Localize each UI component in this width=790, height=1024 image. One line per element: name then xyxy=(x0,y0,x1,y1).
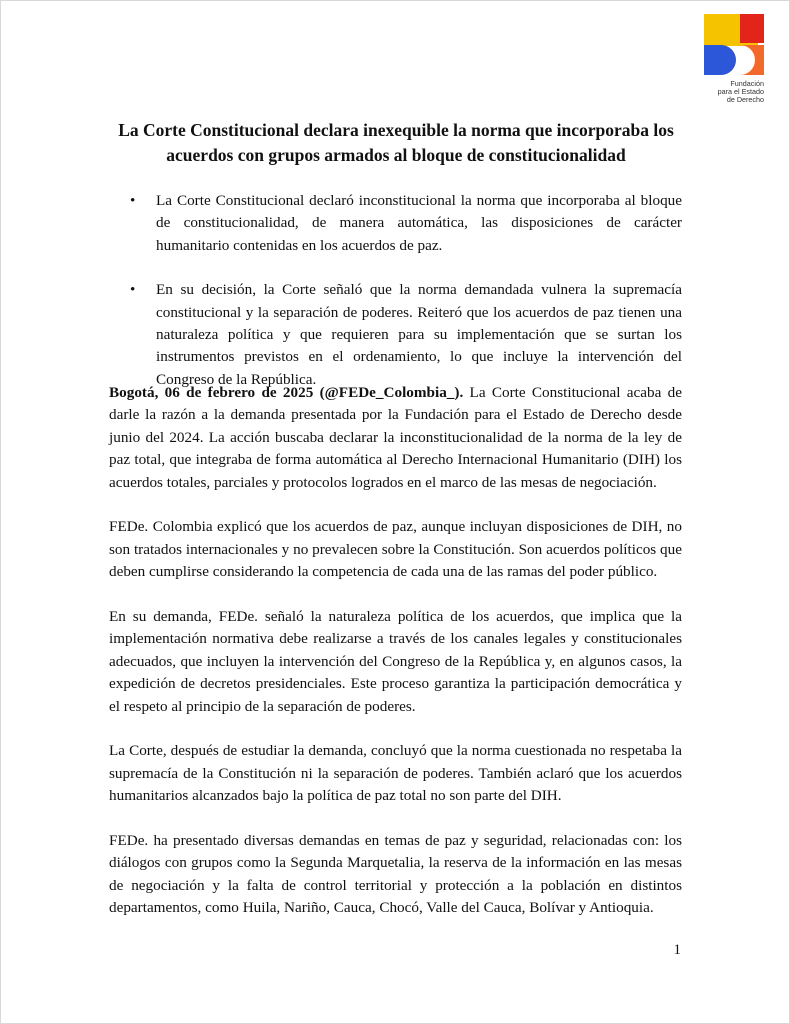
body-paragraph-2: FEDe. Colombia explicó que los acuerdos de paz, aunque incluyan disposiciones de DIH, no son tratados internacionales y no prevalecen sobre la Constitución. Son acuerdos políticos que deben cumplirse considerando la competencia de cada una de las ramas del poder público. xyxy=(109,518,682,581)
logo-line-3: de Derecho xyxy=(726,95,764,104)
page-number: 1 xyxy=(673,942,681,958)
body-paragraph-4: La Corte, después de estudiar la demanda, concluyó que la norma cuestionada no respetaba la supremacía de la Constitución ni la separación de poderes. También aclaró que los acuerdos humanitarios alcanzados bajo la política de paz total no son parte del DIH. xyxy=(109,742,682,805)
logo-orange-block xyxy=(740,45,764,75)
foundation-logo xyxy=(704,14,766,104)
summary-bullet-list xyxy=(130,190,682,413)
logo-mark-icon xyxy=(704,14,766,76)
logo-wordmark xyxy=(704,80,766,104)
dateline: Bogotá, 06 de febrero de 2025 (@FEDe_Colombia_). xyxy=(109,384,464,401)
page-title: La Corte Constitucional declara inexequible la norma que incorporaba los acuerdos con grupos armados al bloque de constitucionalidad xyxy=(118,120,674,165)
logo-line-2: para el Estado xyxy=(717,87,764,96)
logo-line-1: Fundación xyxy=(730,79,764,88)
body-paragraph-5: FEDe. ha presentado diversas demandas en temas de paz y seguridad, relacionadas con: los diálogos con grupos como la Segunda Marquetalia, la reserva de la información en las mesas de negociación y la falta de control territorial y protección a la población en distintos departamentos, como Huila, Nariño, Cauca, Chocó, Valle del Cauca, Bolívar y Antioquia. xyxy=(109,832,682,917)
logo-red-block xyxy=(740,14,764,43)
bullet-text: En su decisión, la Corte señaló que la norma demandada vulnera la supremacía constitucional y la separación de poderes. Reiteró que los acuerdos de paz tienen una naturaleza política y que requieren para su implementación que se surtan los instrumentos previstos en el ordenamiento, lo que incluye la intervención del Congreso de la República. xyxy=(156,281,682,388)
bullet-marker: • xyxy=(130,192,136,209)
bullet-marker: • xyxy=(130,281,136,299)
logo-blue-block xyxy=(704,45,736,75)
article-body xyxy=(109,382,682,942)
body-paragraph-1 xyxy=(109,382,682,494)
summary-bullet-item xyxy=(130,190,682,257)
summary-bullet-item xyxy=(130,279,682,391)
paragraph-1-text: La Corte Constitucional acaba de darle la razón a la demanda presentada por la Fundación para el Estado de Derecho desde junio del 2024. La acción buscaba declarar la inconstitucionalidad de la norma de la ley de paz total, que integraba de forma automática al Derecho Internacional Humanitario (DIH) los acuerdos totales, parciales y protocolos logrados en el marco de las mesas de negociación. xyxy=(109,384,682,491)
body-paragraph-3: En su demanda, FEDe. señaló la naturaleza política de los acuerdos, que implica que la implementación normativa debe realizarse a través de los canales legales y constitucionales adecuados, que incluyen la intervención del Congreso de la República y, en algunos casos, la expedición de decretos presidenciales. Este proceso garantiza la participación democrática y el respeto al principio de la separación de poderes. xyxy=(109,608,682,715)
bullet-text: La Corte Constitucional declaró inconstitucional la norma que incorporaba al bloque de constitucionalidad, de manera automática, las disposiciones de carácter humanitario contenidas en los acuerdos de paz. xyxy=(156,192,682,254)
